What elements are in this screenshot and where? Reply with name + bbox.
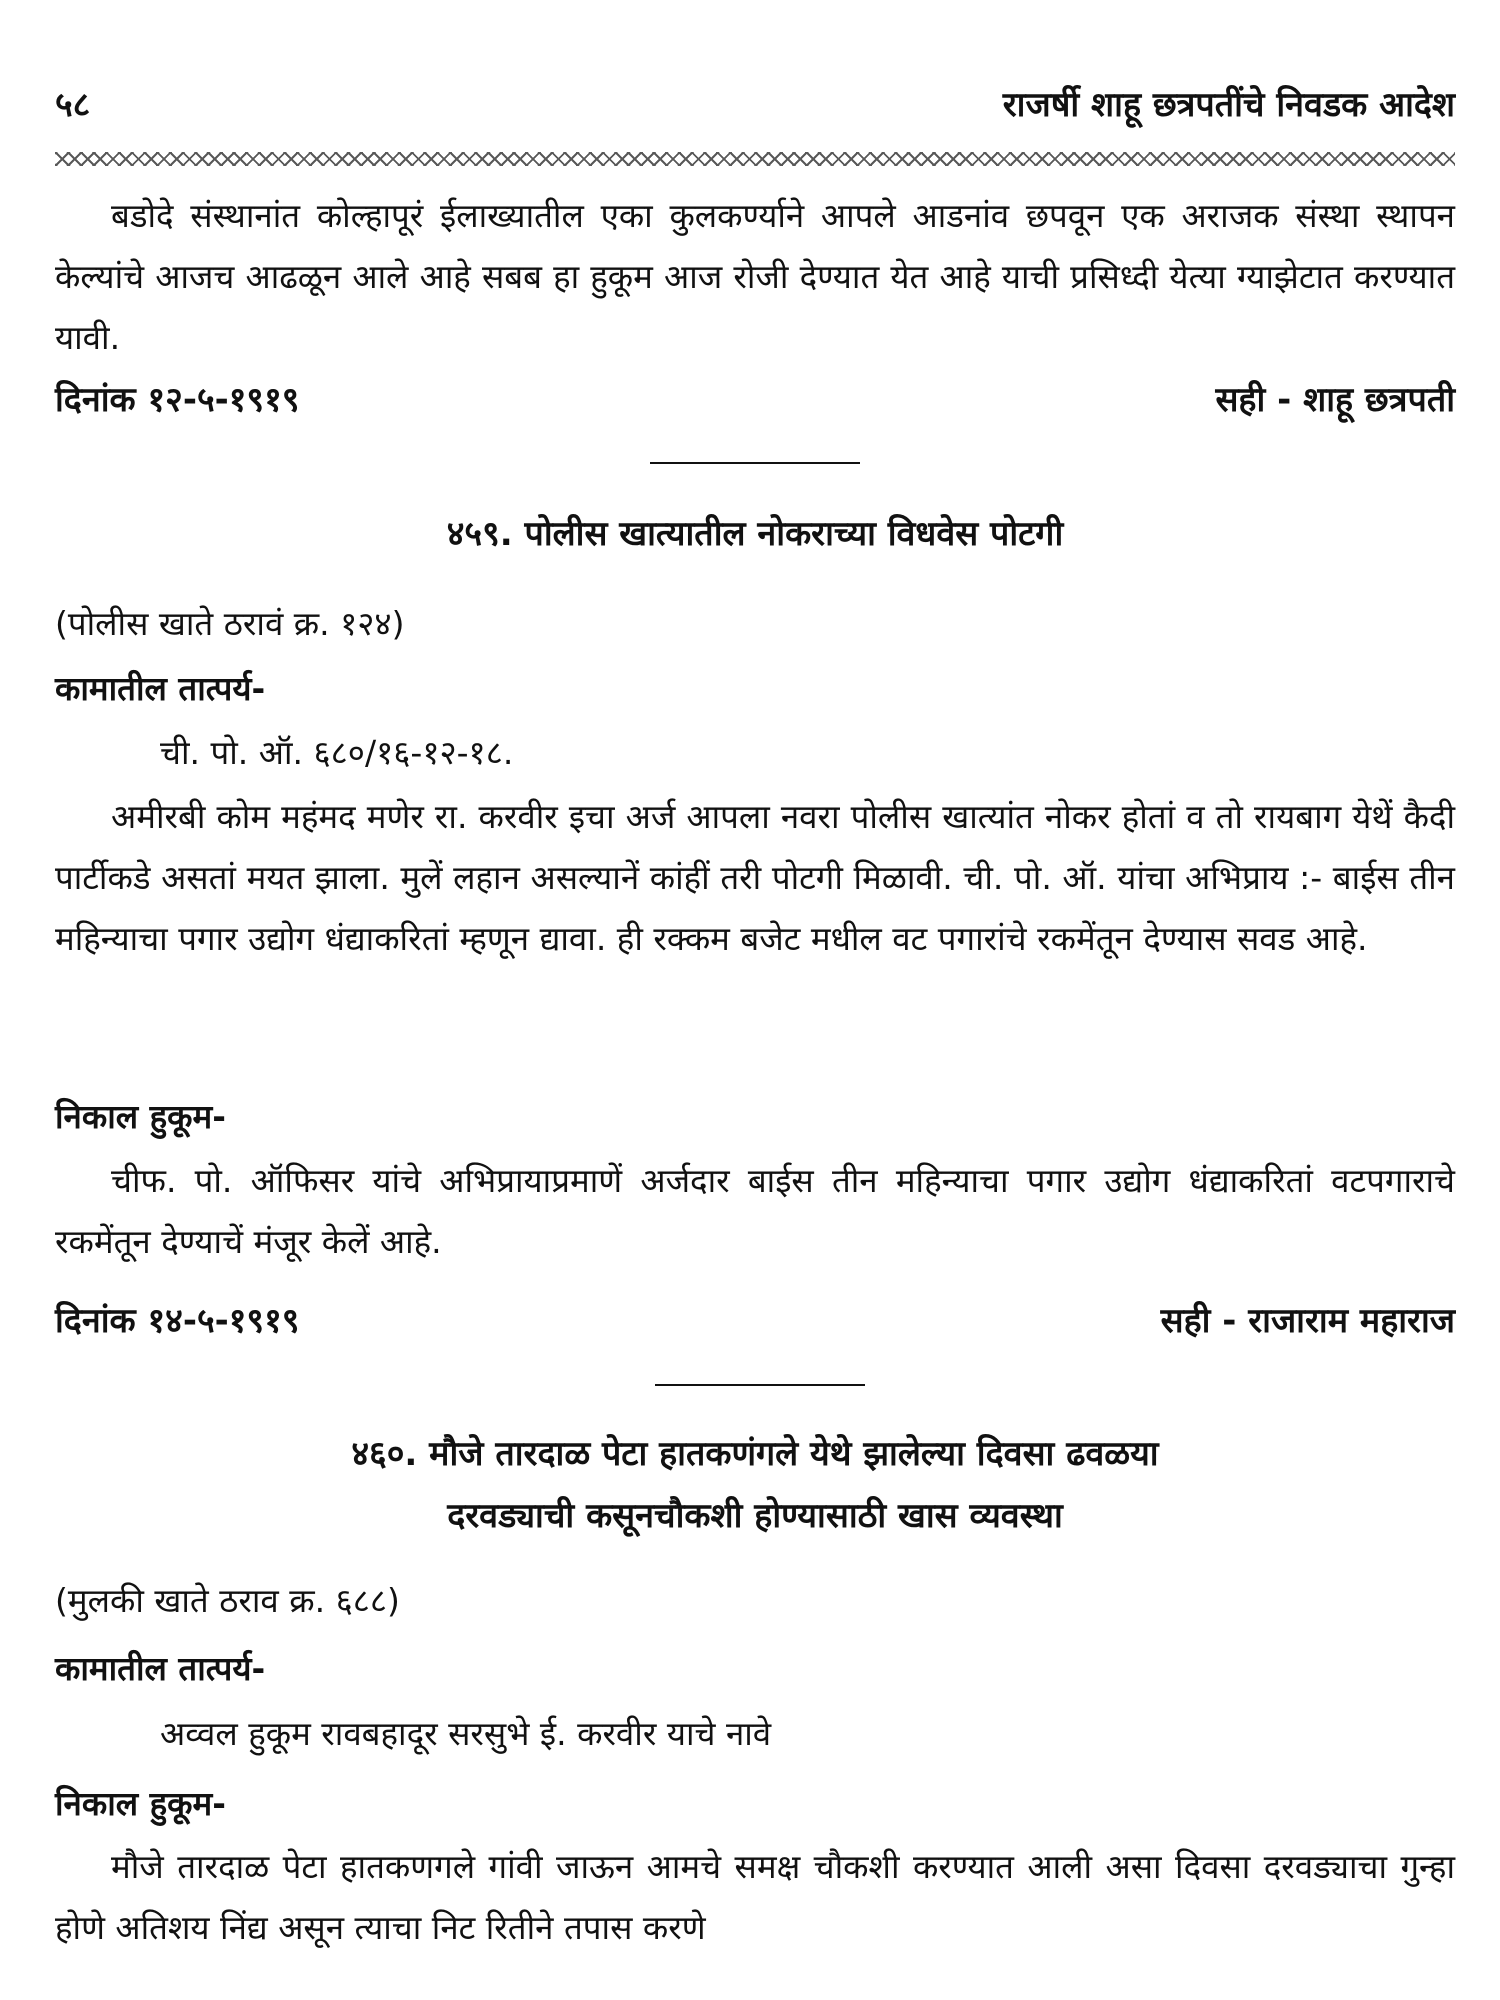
intro-paragraph: बडोदे संस्थानांत कोल्हापूरं ईलाख्यातील एका कुलकर्ण्याने आपले आडनांव छपवून एक अराजक संस्था स्थापन केल्यांचे आजच आढळून आले आहे सबब हा हुकूम आज रोजी देण्यात येत आहे याची प्रसिध्दी येत्या ग्याझेटात करण्यात यावी. xyxy=(55,196,1455,357)
intro-signature: सही - शाहू छत्रपती xyxy=(1215,380,1455,420)
order-460-heading-line1: ४६०. मौजे तारदाळ पेटा हातकणंगले येथे झालेल्या दिवसा ढवळया xyxy=(351,1434,1159,1474)
page-number: ५८ xyxy=(55,85,91,125)
order-460-resolution: (मुलकी खाते ठराव क्र. ६८८) xyxy=(55,1581,400,1620)
order-460-heading-line2: दरवड्याची कसूनचौकशी होण्यासाठी खास व्यवस्था xyxy=(447,1496,1063,1536)
order-459-verdict-label: निकाल हुकूम- xyxy=(55,1097,226,1136)
order-460-verdict-text: मौजे तारदाळ पेटा हातकणगले गांवी जाऊन आमचे समक्ष चौकशी करण्यात आली असा दिवसा दरवड्याचा गुन्हा होणे अतिशय निंद्य असून त्याचा निट रितीने तपास करणे xyxy=(55,1847,1455,1947)
order-459-signature: सही - राजाराम महाराज xyxy=(1160,1301,1455,1341)
intro-date-signature xyxy=(55,375,1455,425)
order-460-summary-label: कामातील तात्पर्य- xyxy=(55,1649,266,1688)
order-460-summary-text: अव्वल हुकूम रावबहादूर सरसुभे ई. करवीर याचे नावे xyxy=(160,1714,772,1753)
document-page xyxy=(55,0,1455,2000)
order-459-summary-text: अमीरबी कोम महंमद मणेर रा. करवीर इचा अर्ज आपला नवरा पोलीस खात्यांत नोकर होतां व तो रायबाग येथें कैदी पार्टीकडे असतां मयत झाला. मुलें लहान असल्यानें कांहीं तरी पोटगी मिळावी. ची. पो. ऑ. यांचा अभिप्राय :- बाईस तीन महिन्याचा पगार उद्योग धंद्याकरितां म्हणून द्यावा. ही रक्कम बजेट मधील वट पगारांचे रकमेंतून देण्यास सवड आहे. xyxy=(55,797,1455,958)
page-header xyxy=(55,80,1455,140)
order-459-reference: ची. पो. ऑ. ६८०/१६-१२-१८. xyxy=(160,733,514,772)
running-title: राजर्षी शाहू छत्रपतींचे निवडक आदेश xyxy=(1002,85,1455,125)
order-459-resolution: (पोलीस खाते ठरावं क्र. १२४) xyxy=(55,604,405,643)
order-459-date-signature xyxy=(55,1296,1455,1346)
intro-date: दिनांक १२-५-१९१९ xyxy=(55,380,300,420)
order-459-date: दिनांक १४-५-१९१९ xyxy=(55,1301,300,1341)
section-divider-2 xyxy=(655,1384,865,1386)
order-459-summary-label: कामातील तात्पर्य- xyxy=(55,669,266,708)
order-459-heading: ४५९. पोलीस खात्यातील नोकराच्या विधवेस पोटगी xyxy=(446,514,1064,554)
order-460-verdict-label: निकाल हुकूम- xyxy=(55,1784,226,1823)
section-divider xyxy=(650,462,860,464)
header-ornament-divider xyxy=(55,152,1455,166)
order-459-verdict-text: चीफ. पो. ऑफिसर यांचे अभिप्रायाप्रमाणें अर्जदार बाईस तीन महिन्याचा पगार उद्योग धंद्याकरितां वटपगाराचे रकमेंतून देण्याचें मंजूर केलें आहे. xyxy=(55,1161,1455,1261)
